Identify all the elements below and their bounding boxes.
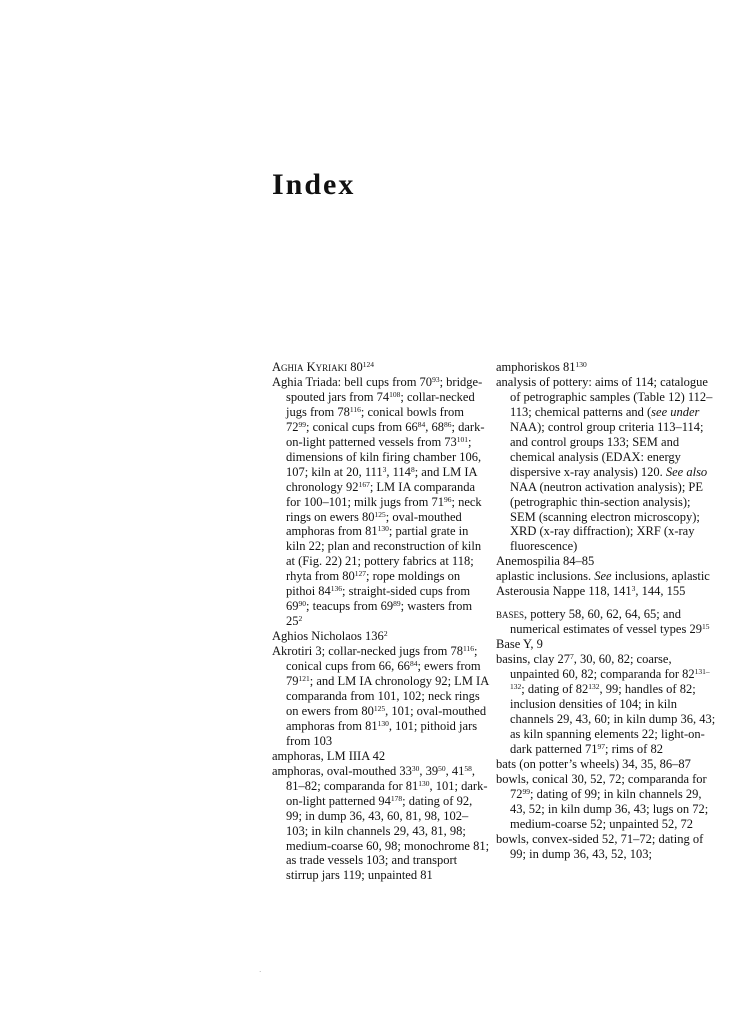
index-entry: analysis of pottery: aims of 114; catalogue of petrographic samples (Table 12) 112–113; chemical patterns and (see under NAA); control group criteria 113–114; and control groups 133; SEM and chemical analysis (EDAX: energy dispersive x-ray analysis) 120. See also NAA (neutron activation analysis); PE (petrographic thin-section analysis); SEM (scanning electron microscopy); XRD (x-ray diffraction); XRF (x-ray fluorescence) (496, 374, 713, 554)
page-mark: · (259, 968, 262, 976)
index-entry: bowls, conical 30, 52, 72; comparanda for $72^{99}$; dating of 99; in kiln channels 29, 43, 52; in kiln dump 36, 43; lugs on 72; medium-coarse 52; unpainted 52, 72 (496, 771, 709, 831)
index-entry: Aghios Nicholaos $136^2$ (272, 629, 388, 644)
index-entry: amphoras, oval-mouthed $33^{30}$, $39^{50}$, $41^{58}$, 81–82; comparanda for $81^{130}$, 101; dark-on-light patterned $94^{178}$; dating of 92, 99; in dump 36, 43, 60, 81, 98, 102–103; in kiln channels 29, 43, 81, 98; medium-coarse 60, 98; monochrome 81; as trade vessels 103; and transport stirrup jars 119; unpainted 81 (272, 763, 490, 883)
index-entry: Akrotiri 3; collar-necked jugs from $78^{116}$; conical cups from 66, $66^{84}$; ewers from $79^{121}$; and LM IA chronology 92; LM IA comparanda from 101, 102; neck rings on ewers from $80^{125}$, 101; oval-mouthed amphoras from $81^{130}$, 101; pithoid jars from 103 (272, 644, 489, 748)
index-entry: Asterousia Nappe 118, $141^3$, 144, 155 (496, 584, 686, 599)
index-entry: Aghia Kyriaki $80^{124}$ (272, 360, 375, 374)
index-entry: bowls, convex-sided 52, 71–72; dating of 99; in dump 36, 43, 52, 103; (496, 831, 704, 861)
page-title: Index (272, 168, 356, 201)
index-entry: amphoriskos $81^{130}$ (496, 360, 587, 374)
index-column-left (272, 360, 490, 883)
index-entry: Base Y, 9 (496, 637, 543, 652)
index-entry: Aghia Triada: bell cups from $70^{93}$; bridge-spouted jars from $74^{108}$; collar-necked jugs from $78^{116}$; conical bowls from $72^{99}$; conical cups from $66^{84}$, $68^{86}$; dark-on-light patterned vessels from $73^{101}$; dimensions of kiln firing chamber 106, 107; kiln at 20, $111^3$, $114^8$; and LM IA chronology $92^{167}$; LM IA comparanda for 100–101; milk jugs from $71^{96}$; neck rings on ewers $80^{125}$; oval-mouthed amphoras from $81^{130}$; partial grate in kiln 22; plan and reconstruction of kiln at (Fig. 22) 21; pottery fabrics at 118; rhyta from $80^{127}$; rope moldings on pithoi $84^{136}$; straight-sided cups from $69^{90}$; teacups from $69^{89}$; wasters from $25^2$ (272, 374, 485, 629)
index-entry: basins, clay $27^7$, 30, 60, 82; coarse, unpainted 60, 82; comparanda for 82$^{131-132}$; dating of $82^{132}$, 99; handles of 82; inclusion densities of 104; in kiln channels 29, 43, 60; in kiln dump 36, 43; as kiln spanning elements 22; light-on-dark patterned $71^{97}$; rims of 82 (496, 652, 716, 756)
index-entry: aplastic inclusions. See inclusions, aplastic (496, 569, 710, 584)
index-entry: bats (on potter’s wheels) 34, 35, 86–87 (496, 756, 691, 771)
index-entry: amphoras, LM IIIA 42 (272, 748, 386, 763)
index-entry: Anemospilia 84–85 (496, 554, 595, 569)
index-column-right (496, 360, 718, 861)
index-entry: bases, pottery 58, 60, 62, 64, 65; and numerical estimates of vessel types $29^{15}$ (496, 607, 710, 637)
